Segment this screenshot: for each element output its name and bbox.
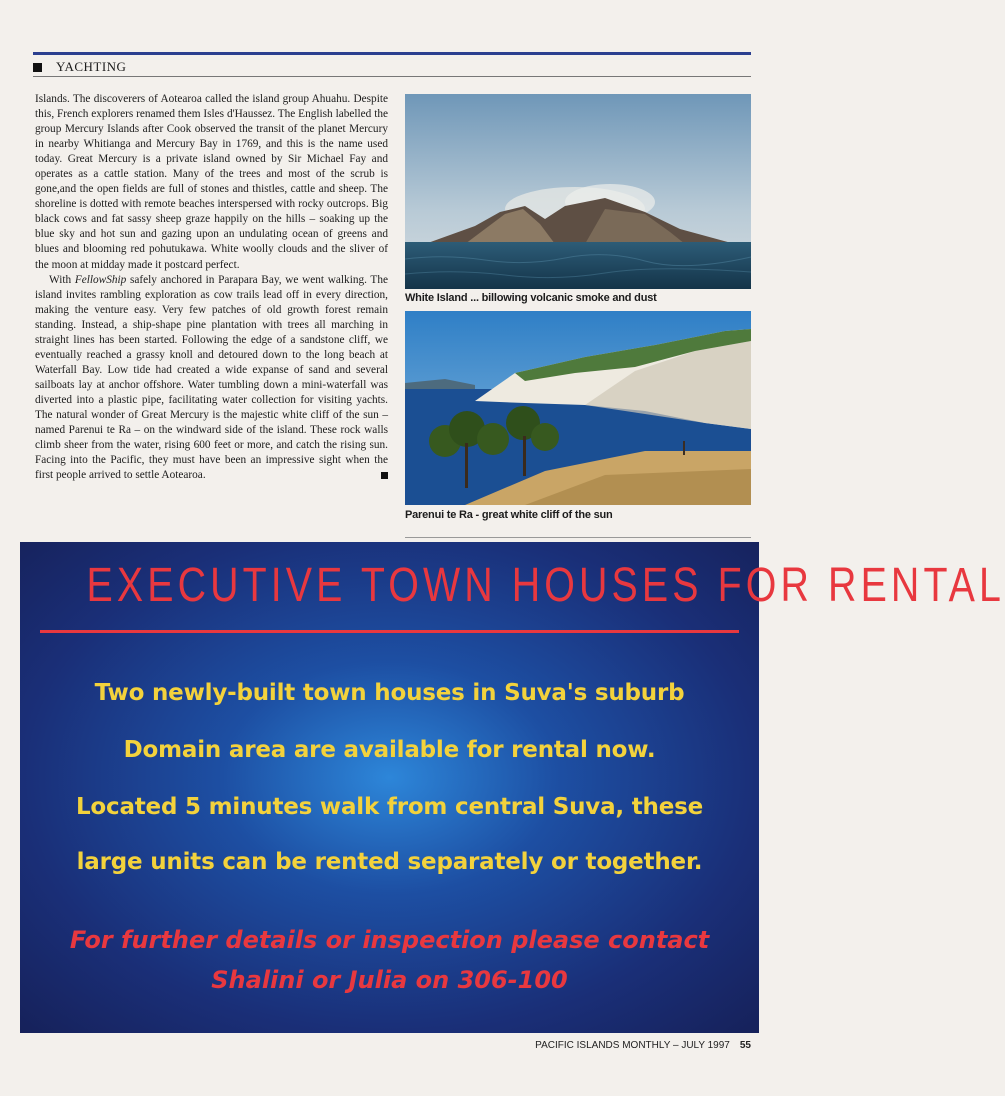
article-paragraph-1: Islands. The discoverers of Aotearoa called the island group Ahuahu. Despite this, French explorers renamed them Isles d'Haussez. The English labelled the group Mercury Islands after Cook observed the transit of the planet Mercury in nearby Whitianga and Mercury Bay in 1769, and this is the name used today. Great Mercury is a private island owned by Sir Michael Fay and operates as a cattle station. Many of the trees and most of the scrub is gone,and the open fields are full of stones and thistles, cattle and sheep. The shoreline is dotted with remote beaches interspersed with rocky outcrops. Big black cows and fat sassy sheep graze happily on the hills – soaking up the blue sky and hot sun and gazing upon an undulating ocean of greens and blues and blooming red pohutukawa. White woolly clouds and the sliver of the moon at midday made it postcard perfect. — [35, 93, 388, 271]
ad-line-4: large units can be rented separately or together. — [76, 849, 703, 875]
section-bullet-icon — [33, 63, 42, 72]
ad-contact-line-1: For further details or inspection please contact — [69, 926, 710, 954]
article-body — [35, 92, 388, 483]
ad-headline: EXECUTIVE TOWN HOUSES FOR RENTAL — [86, 559, 1005, 612]
parenui-te-ra-photo — [405, 311, 751, 505]
ad-line-3: Located 5 minutes walk from central Suva, these — [75, 794, 704, 820]
publication-info: PACIFIC ISLANDS MONTHLY – JULY 1997 — [535, 1040, 730, 1051]
ad-line-1: Two newly-built town houses in Suva's suburb — [94, 680, 685, 706]
ship-name: FellowShip — [74, 273, 127, 286]
page-number: 55 — [739, 1040, 751, 1051]
section-header — [33, 59, 126, 75]
ad-line-2: Domain area are available for rental now. — [123, 737, 656, 763]
column-rule — [405, 537, 751, 538]
top-rule — [33, 52, 751, 55]
paragraph-2-intro: With — [49, 273, 75, 286]
ad-contact-line-2: Shalini or Julia on 306-100 — [211, 966, 568, 994]
photo-caption-2: Parenui te Ra - great white cliff of the sun — [405, 509, 613, 521]
paragraph-2-text: safely anchored in Parapara Bay, we went walking. The island invites rambling exploration as cow trails lead off in every direction, making the venture easy. Very few patches of old growth forest remain standing. Instead, a ship-shape pine plantation with trees all marching in straight lines has been started. Following the edge of a sandstone cliff, we eventually reached a grassy knoll and detoured down to the long beach at Waterfall Bay. Low tide had created a wide expanse of sand and several sailboats lay at anchor offshore. Water tumbling down a mini-waterfall was diverted into a plastic pipe, facilitating water collection for visiting yachts. The natural wonder of Great Mercury is the majestic white cliff of the sun – named Parenui te Ra – on the windward side of the island. These rock walls climb sheer from the water, rising 600 feet or more, and catch the rising sun. Facing into the Pacific, they must have been an impressive sight when the first people arrived to settle Aotearoa. — [35, 273, 388, 482]
ad-headline-rule — [40, 630, 739, 633]
rental-advertisement — [20, 542, 1005, 1033]
photo-caption-1: White Island ... billowing volcanic smoke and dust — [405, 292, 657, 304]
header-rule — [33, 76, 751, 77]
page-footer — [535, 1040, 751, 1051]
white-island-photo — [405, 94, 751, 289]
article-paragraph-2 — [35, 273, 388, 484]
section-title: YACHTING — [56, 59, 127, 74]
end-of-article-icon — [381, 472, 388, 479]
